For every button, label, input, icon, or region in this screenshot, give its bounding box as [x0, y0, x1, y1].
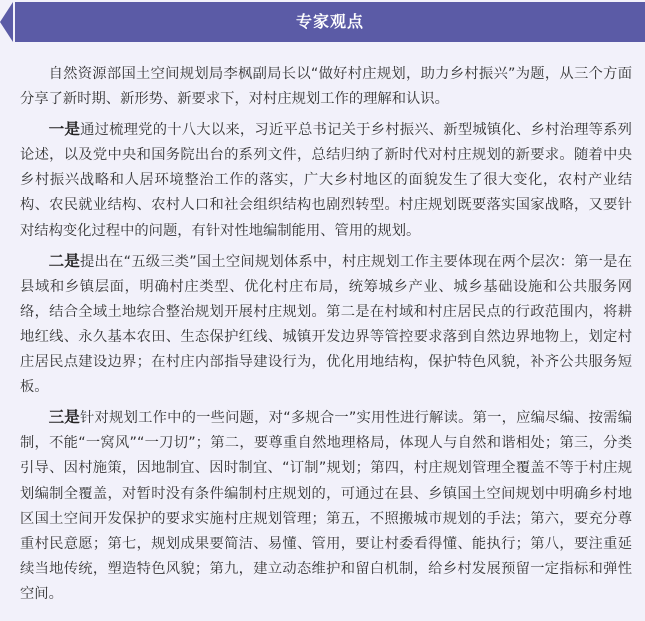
point-two-text: 提出在“五级三类”国土空间规划体系中，村庄规划工作主要体现在两个层次：第一是在县域和乡镇层面，明确村庄类型、优化村庄布局，统筹城乡产业、城乡基础设施和公共服务网络，结合全域土地综合整治规划开展村庄规划。第二是在村域和村庄居民点的行政范围内，将耕地红线、永久基本农田、生态保护红线、城镇开发边界等管控要求落到自然边界地物上，划定村庄居民点建设边界；在村庄内部指导建设行为，优化用地结构，保护特色风貌，补齐公共服务短板。 [20, 253, 632, 396]
point-one-paragraph [20, 117, 632, 243]
intro-text: 自然资源部国土空间规划局李枫副局长以“做好村庄规划，助力乡村振兴”为题，从三个方面分享了新时期、新形势、新要求下，对村庄规划工作的理解和认识。 [20, 66, 632, 108]
point-two-paragraph [20, 249, 632, 401]
section-header [0, 0, 645, 42]
header-arrow-decoration [0, 2, 13, 42]
intro-paragraph [20, 62, 632, 112]
point-three-paragraph [20, 405, 632, 607]
point-three-text: 针对规划工作中的一些问题，对“多规合一”实用性进行解读。第一，应编尽编、按需编制，不能“一窝风”“一刀切”；第二，要尊重自然地理格局，体现人与自然和谐相处；第三，分类引导、因村施策，因地制宜、因时制宜、“订制”规划；第四，村庄规划管理全覆盖不等于村庄规划编制全覆盖，对暂时没有条件编制村庄规划的，可通过在县、乡镇国土空间规划中明确乡村地区国土空间开发保护的要求实施村庄规划管理；第五，不照搬城市规划的手法；第六，要充分尊重村民意愿；第七，规划成果要简洁、易懂、管用，要让村委看得懂、能执行；第八，要注重延续当地传统，塑造特色风貌；第九，建立动态维护和留白机制，给乡村发展预留一定指标和弹性空间。 [20, 410, 632, 602]
point-two-lead: 二是 [48, 251, 81, 270]
point-one-text: 通过梳理党的十八大以来，习近平总书记关于乡村振兴、新型城镇化、乡村治理等系列论述，以及党中央和国务院出台的系列文件，总结归纳了新时代对村庄规划的新要求。随着中央乡村振兴战略和人居环境整治工作的落实，广大乡村地区的面貌发生了很大变化，农村产业结构、农民就业结构、农村人口和社会组织结构也剧烈转型。村庄规划既要落实国家战略，又要针对结构变化过程中的问题，有针对性地编制能用、管用的规划。 [20, 122, 632, 239]
article-body [20, 62, 632, 612]
section-title: 专家观点 [295, 12, 364, 31]
point-one-lead: 一是 [48, 120, 81, 139]
point-three-lead: 三是 [48, 408, 81, 427]
